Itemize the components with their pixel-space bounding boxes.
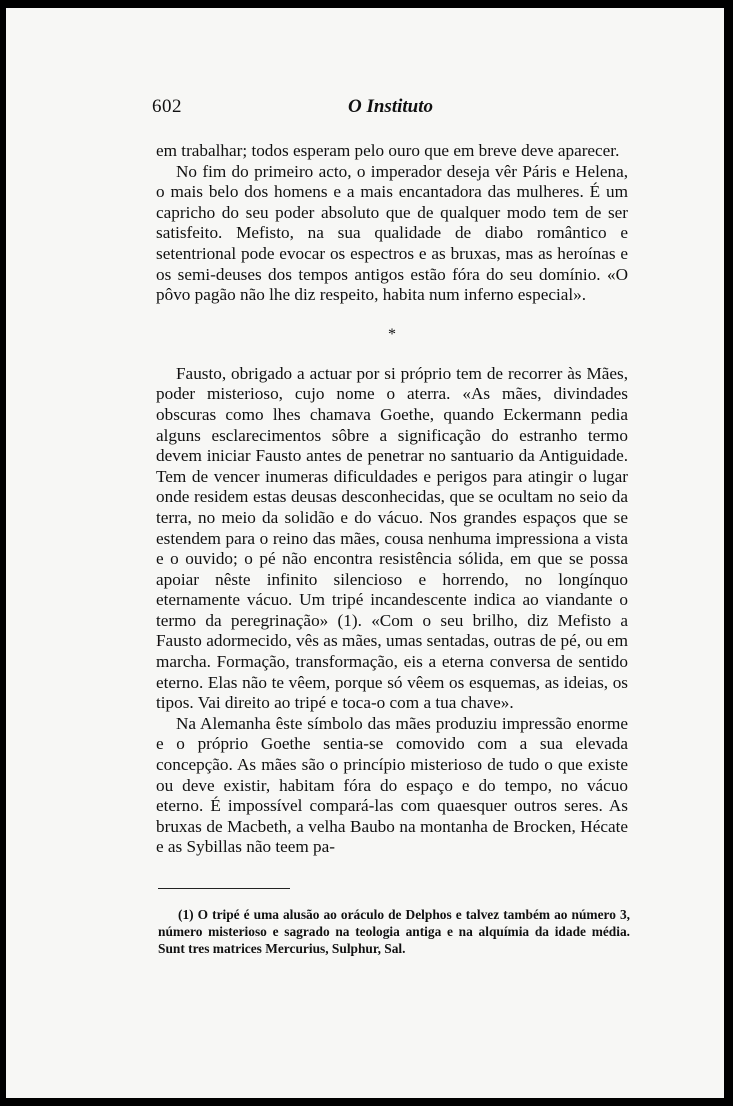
paragraph: No fim do primeiro acto, o imperador deseja vêr Páris e Helena, o mais belo dos homens e a mais encantadora das mulheres. É um capricho do seu poder absoluto que de qualquer modo tem de ser satisfeito. Mefisto, na sua qualidade de diabo romântico e setentrional pode evocar os espectros e as bruxas, mas as heroínas e os semi-deuses dos tempos antigos estão fóra do seu domínio. «O pôvo pagão não lhe diz respeito, habita num inferno especial».: [156, 161, 628, 305]
page-number: 602: [152, 96, 182, 117]
section-separator: *: [388, 325, 396, 343]
paragraph-continuation: em trabalhar; todos esperam pelo ouro que em breve deve aparecer.: [156, 141, 620, 160]
running-title: O Instituto: [348, 96, 434, 117]
paragraph: Na Alemanha êste símbolo das mães produziu impressão enorme e o próprio Goethe sentia-se comovido com a sua elevada concepção. As mães são o princípio misterioso de tudo o que existe ou deve existir, habitam fóra do espaço e do tempo, no vácuo eterno. É impossível compará-las com quaesquer outros seres. As bruxas de Macbeth, a velha Baubo na montanha de Brocken, Hécate e as Sybillas não teem pa-: [156, 713, 628, 857]
footnote: [158, 906, 630, 957]
footnote-text: (1) O tripé é uma alusão ao oráculo de Delphos e talvez também ao número 3, número misterioso e sagrado na teologia antiga e na alquímia da idade média. Sunt tres matrices Mercurius, Sulphur, Sal.: [158, 907, 630, 956]
footnote-divider: [158, 888, 290, 889]
paragraph: Fausto, obrigado a actuar por si próprio tem de recorrer às Mães, poder misterioso, cujo nome o aterra. «As mães, divindades obscuras como lhes chamava Goethe, quando Eckermann pedia alguns esclarecimentos sôbre a significação do estranho termo devem iniciar Fausto antes de penetrar no santuario da Antiguidade. Tem de vencer inumeras dificuldades e perigos para atingir o lugar onde residem estas deusas desconhecidas, que se ocultam no seio da terra, no meio da solidão e do vácuo. Nos grandes espaços que se estendem para o reino das mães, cousa nenhuma impressiona a vista e o ouvido; o pé não encontra resistência sólida, em que se possa apoiar nêste infinito silencioso e horrendo, no longínquo eternamente vácuo. Um tripé incandescente indica ao viandante o termo da peregrinação» (1). «Com o seu brilho, diz Mefisto a Fausto adormecido, vês as mães, umas sentadas, outras de pé, ou em marcha. Formação, transformação, eis a eterna conversa de sentido eterno. Elas não te vêem, porque só vêem os esquemas, as ideias, os tipos. Vai direito ao tripé e toca-o com a tua chave».: [156, 363, 628, 713]
book-page: [6, 8, 724, 1098]
body-text: [156, 141, 628, 858]
page-header: [152, 96, 627, 120]
